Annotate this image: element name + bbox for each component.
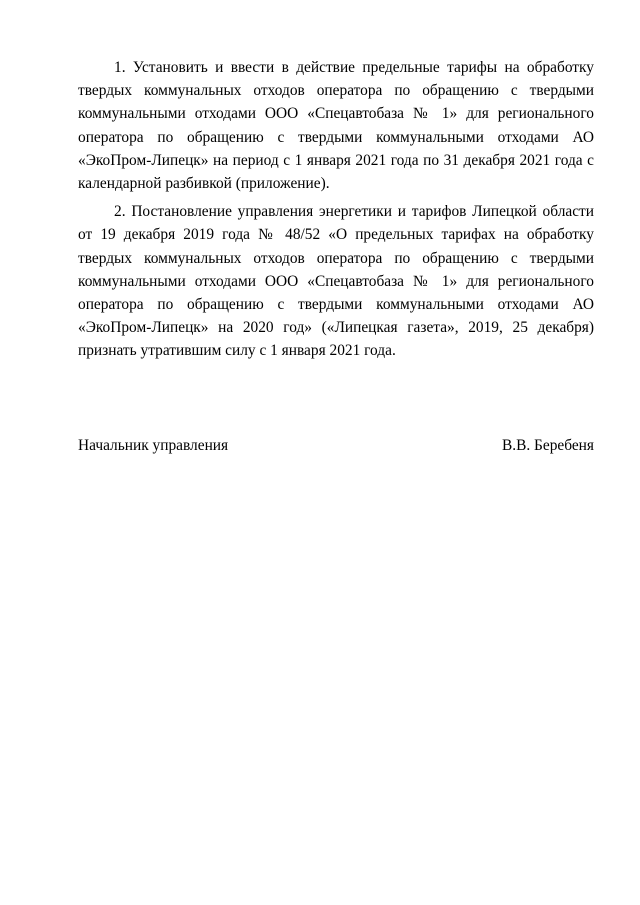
signatory-name: В.В. Беребеня: [501, 437, 594, 454]
signatory-position: Начальник управления: [78, 437, 229, 454]
signature-block: [78, 434, 594, 457]
paragraph-2: 2. Постановление управления энергетики и тарифов Липецкой области от 19 декабря 2019 года № 48/52 «О предельных тарифах на обработку твердых коммунальных отходов оператора по обращению с твердыми коммунальными отходами ООО «Спецавтобаза № 1» для регионального оператора по обращению с твердыми коммунальными отходами АО «ЭкоПром-Липецк» на 2020 год» («Липецкая газета», 2019, 25 декабря) признать утратившим силу с 1 января 2021 года.: [78, 203, 594, 360]
paragraph-1: 1. Установить и ввести в действие предельные тарифы на обработку твердых коммунальных отходов оператора по обращению с твердыми коммунальными отходами ООО «Спецавтобаза № 1» для регионального оператора по обращению с твердыми коммунальными отходами АО «ЭкоПром-Липецк» на период с 1 января 2021 года по 31 декабря 2021 года с календарной разбивкой (приложение).: [78, 59, 594, 193]
document-body: [78, 56, 594, 368]
